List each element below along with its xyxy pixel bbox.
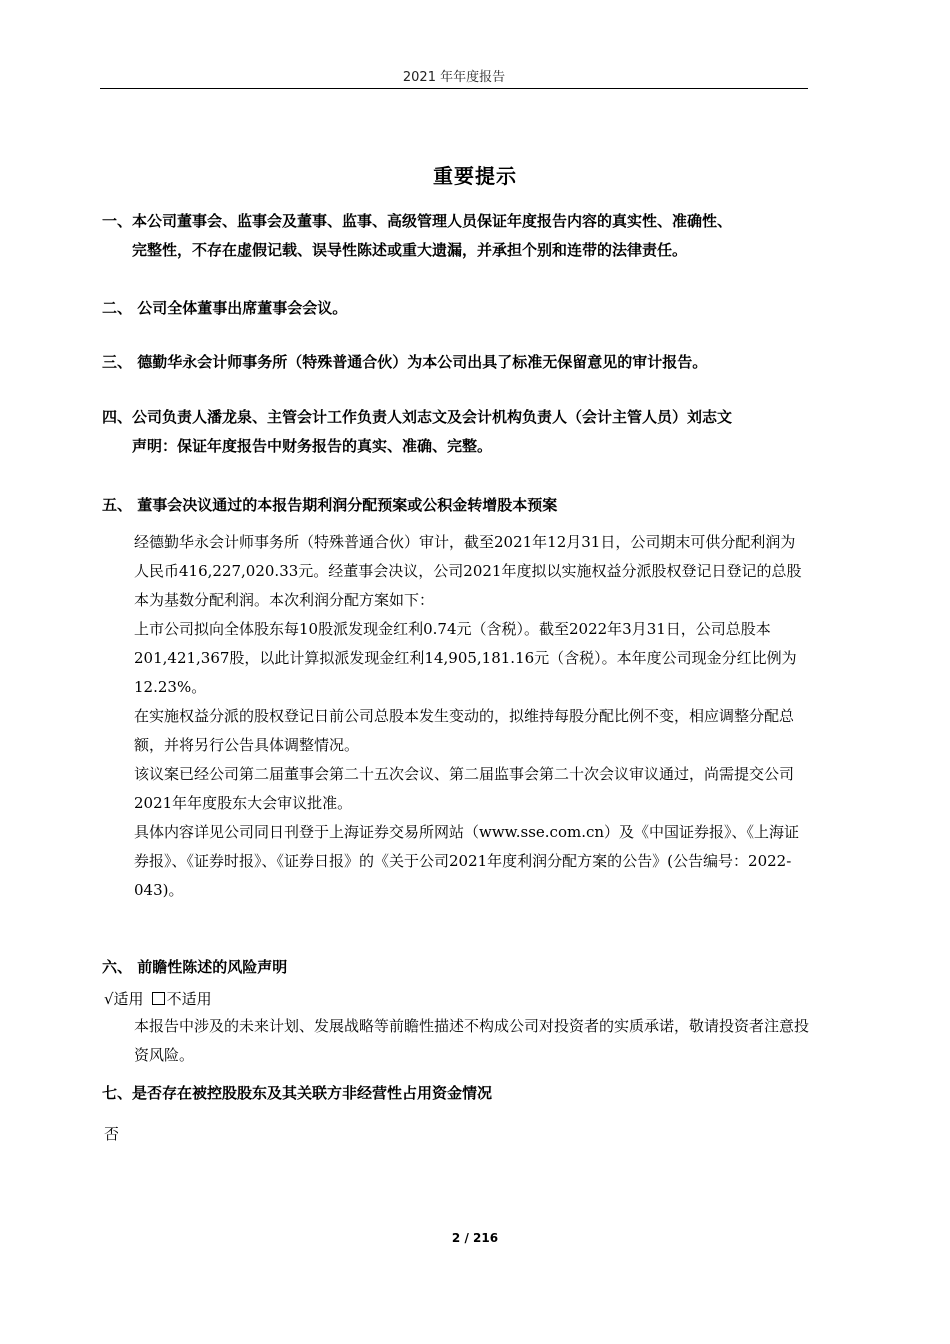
five-paragraph-2: 上市公司拟向全体股东每10股派发现金红利0.74元（含税）。截至2022年3月31日，公司总股本201,421,367股，以此计算拟派发现金红利14,905,181.16元（含税）。本年度公司现金分红比例为12.23%。 bbox=[134, 620, 797, 696]
five-paragraph-1: 经德勤华永会计师事务所（特殊普通合伙）审计，截至2021年12月31日，公司期末可供分配利润为人民币416,227,020.33元。经董事会决议，公司2021年度拟以实施权益分派股权登记日登记的总股本为基数分配利润。本次利润分配方案如下： bbox=[134, 533, 802, 609]
six-paragraph: 本报告中涉及的未来计划、发展战略等前瞻性描述不构成公司对投资者的实质承诺，敬请投资者注意投资风险。 bbox=[134, 1017, 810, 1064]
item-three: 三、 德勤华永会计师事务所（特殊普通合伙）为本公司出具了标准无保留意见的审计报告。 bbox=[102, 353, 708, 371]
item-four bbox=[102, 403, 814, 461]
header-divider bbox=[100, 88, 808, 89]
item-one bbox=[102, 207, 814, 265]
item-two: 二、 公司全体董事出席董事会会议。 bbox=[102, 299, 348, 317]
item-one-line1: 一、本公司董事会、监事会及董事、监事、高级管理人员保证年度报告内容的真实性、准确性、 bbox=[102, 212, 733, 230]
item-seven-heading: 七、是否存在被控股股东及其关联方非经营性占用资金情况 bbox=[102, 1084, 493, 1102]
applicable-checked: √适用 bbox=[104, 990, 144, 1008]
not-applicable-label: 不适用 bbox=[166, 990, 212, 1008]
item-five-body bbox=[102, 528, 810, 905]
item-one-line2: 完整性，不存在虚假记载、误导性陈述或重大遗漏，并承担个别和连带的法律责任。 bbox=[132, 241, 688, 259]
page-header: 2021 年年度报告 bbox=[402, 70, 506, 85]
item-five-heading: 五、 董事会决议通过的本报告期利润分配预案或公积金转增股本预案 bbox=[102, 496, 558, 514]
item-seven-answer: 否 bbox=[104, 1125, 120, 1143]
item-six-heading: 六、 前瞻性陈述的风险声明 bbox=[102, 958, 288, 976]
checkbox-icon bbox=[152, 992, 165, 1005]
item-four-line1: 四、公司负责人潘龙泉、主管会计工作负责人刘志文及会计机构负责人（会计主管人员）刘志文 bbox=[102, 408, 733, 426]
page-title: 重要提示 bbox=[433, 164, 517, 188]
item-four-line2: 声明：保证年度报告中财务报告的真实、准确、完整。 bbox=[132, 437, 493, 455]
page-number: 2 / 216 bbox=[451, 1231, 499, 1245]
five-paragraph-4: 该议案已经公司第二届董事会第二十五次会议、第二届监事会第二十次会议审议通过，尚需提交公司2021年年度股东大会审议批准。 bbox=[134, 765, 795, 812]
five-paragraph-5: 具体内容详见公司同日刊登于上海证券交易所网站（www.sse.com.cn）及《中国证券报》、《上海证券报》、《证券时报》、《证券日报》的《关于公司2021年度利润分配方案的公告》(公告编号：2022-043)。 bbox=[134, 823, 800, 899]
item-six-body bbox=[102, 1012, 810, 1070]
six-options bbox=[104, 985, 212, 1014]
five-paragraph-3: 在实施权益分派的股权登记日前公司总股本发生变动的，拟维持每股分配比例不变，相应调整分配总额，并将另行公告具体调整情况。 bbox=[134, 707, 795, 754]
